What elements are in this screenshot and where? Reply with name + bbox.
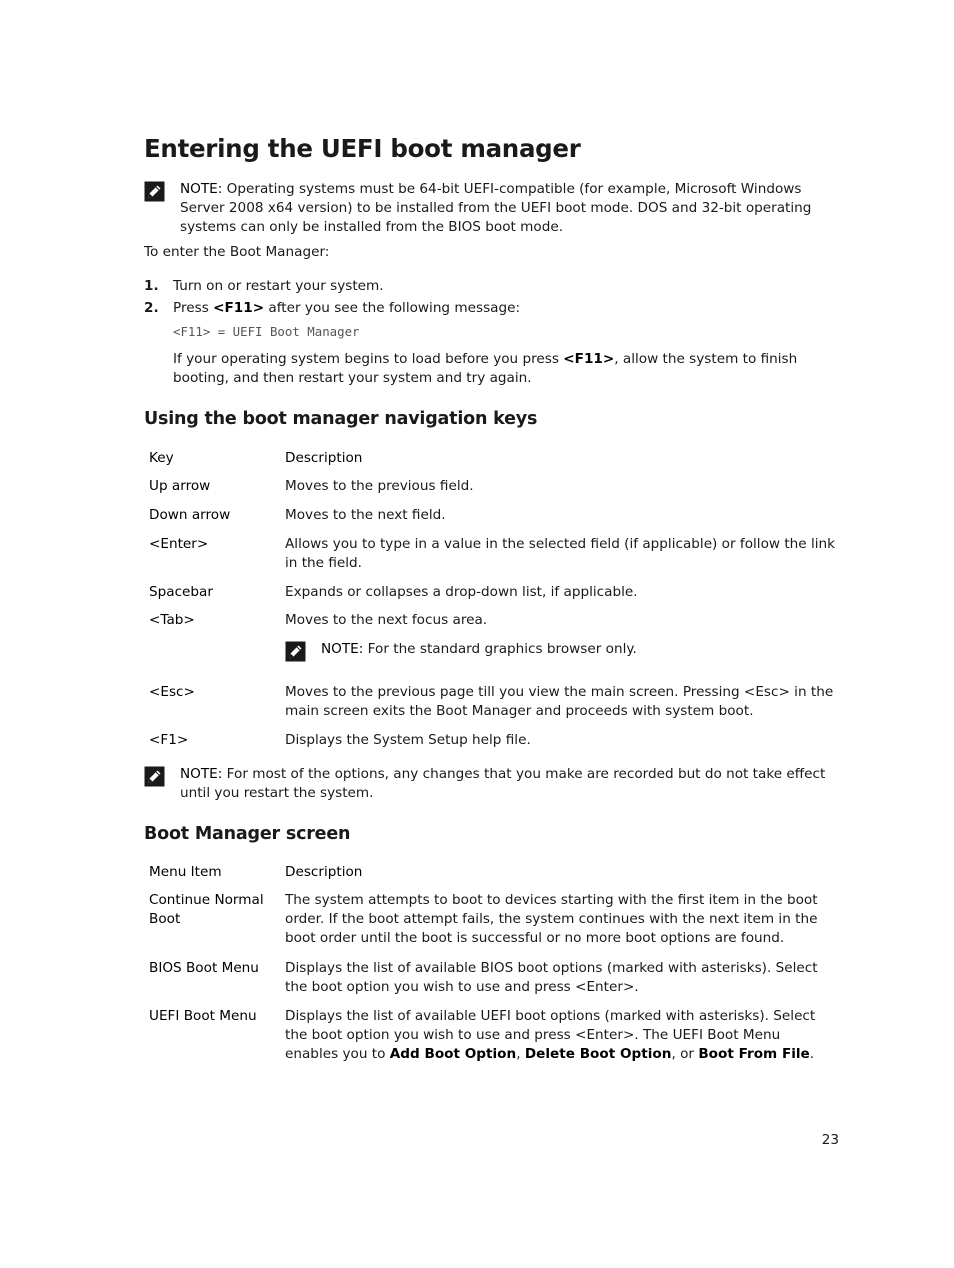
- option-add-boot: Add Boot Option: [389, 1046, 517, 1062]
- row-description: Allows you to type in a value in the selected field (if applicable) or follow the link in the field.: [285, 536, 835, 571]
- step-text: [173, 299, 840, 318]
- row-key: Up arrow: [149, 478, 211, 494]
- intro-text: To enter the Boot Manager:: [144, 244, 330, 260]
- row-description: Displays the System Setup help file.: [285, 732, 531, 748]
- step-text-pre: Press: [173, 300, 214, 316]
- row-description: Displays the list of available BIOS boot options (marked with asterisks). Select the boot option you wish to use and press <Enter>.: [285, 960, 818, 995]
- step-2-followup: [173, 350, 840, 388]
- note-label: NOTE:: [321, 641, 364, 657]
- row-description: Moves to the next field.: [285, 507, 446, 523]
- note-label: NOTE:: [180, 766, 223, 782]
- option-delete-boot: Delete Boot Option: [524, 1046, 672, 1062]
- row-key: <Tab>: [149, 612, 195, 628]
- option-boot-from-file: Boot From File: [698, 1046, 810, 1062]
- note-text: [180, 765, 840, 803]
- note-body: For most of the options, any changes that you make are recorded but do not take effect until you restart the system.: [180, 766, 826, 801]
- row-key: Down arrow: [149, 507, 231, 523]
- header-description: Description: [285, 450, 363, 466]
- row-key: <Enter>: [149, 536, 209, 552]
- followup-post: , allow the system to finish booting, and then restart your system and try again.: [173, 351, 798, 386]
- row-description: The system attempts to boot to devices starting with the first item in the boot order. If the boot attempt fails, the system continues with the next item in the boot order until the boot is successful or no more boot options are found.: [285, 892, 818, 946]
- pencil-note-icon: [144, 181, 165, 202]
- note-body: Operating systems must be 64-bit UEFI-compatible (for example, Microsoft Windows Server 2008 x64 version) to be installed from the UEFI boot mode. DOS and 32-bit operating systems can only be installed from the BIOS boot mode.: [180, 181, 812, 235]
- note-text: [321, 640, 637, 659]
- step-key: <F11>: [213, 300, 265, 316]
- note-body: For the standard graphics browser only.: [367, 641, 637, 657]
- boot-message: <F11> = UEFI Boot Manager: [173, 324, 360, 339]
- desc-separator: ,: [516, 1046, 525, 1062]
- page-title: Entering the UEFI boot manager: [144, 134, 581, 163]
- note-label: NOTE:: [180, 181, 223, 197]
- row-menu-item: UEFI Boot Menu: [149, 1008, 257, 1024]
- header-menu-item: Menu Item: [149, 864, 222, 880]
- row-key: Spacebar: [149, 584, 213, 600]
- step-number: 2.: [144, 300, 159, 316]
- row-key: <Esc>: [149, 684, 195, 700]
- step-text-post: after you see the following message:: [264, 300, 521, 316]
- row-description: Moves to the previous field.: [285, 478, 474, 494]
- row-key: <F1>: [149, 732, 189, 748]
- row-menu-item: BIOS Boot Menu: [149, 960, 259, 976]
- desc-end: .: [809, 1046, 815, 1062]
- section-heading-screen: Boot Manager screen: [144, 824, 351, 844]
- header-key: Key: [149, 450, 174, 466]
- row-menu-item: Continue Normal Boot: [149, 892, 264, 927]
- followup-key: <F11>: [563, 351, 615, 367]
- section-heading-nav: Using the boot manager navigation keys: [144, 409, 538, 429]
- page-number: 23: [821, 1132, 839, 1148]
- row-description: Expands or collapses a drop-down list, if applicable.: [285, 584, 638, 600]
- followup-pre: If your operating system begins to load before you press: [173, 351, 564, 367]
- step-number: 1.: [144, 278, 159, 294]
- row-description: Moves to the previous page till you view the main screen. Pressing <Esc> in the main screen exits the Boot Manager and proceeds with system boot.: [285, 684, 834, 719]
- desc-text: Displays the list of available UEFI boot options (marked with asterisks). Select the boot option you wish to use and press <Enter>. The UEFI Boot Menu enables you to: [285, 1008, 816, 1062]
- desc-separator: , or: [671, 1046, 699, 1062]
- step-text: Turn on or restart your system.: [173, 278, 384, 294]
- row-description: [285, 1007, 837, 1064]
- header-description: Description: [285, 864, 363, 880]
- row-description: Moves to the next focus area.: [285, 612, 488, 628]
- pencil-note-icon: [144, 766, 165, 787]
- pencil-note-icon: [285, 641, 306, 662]
- note-text: [180, 180, 840, 237]
